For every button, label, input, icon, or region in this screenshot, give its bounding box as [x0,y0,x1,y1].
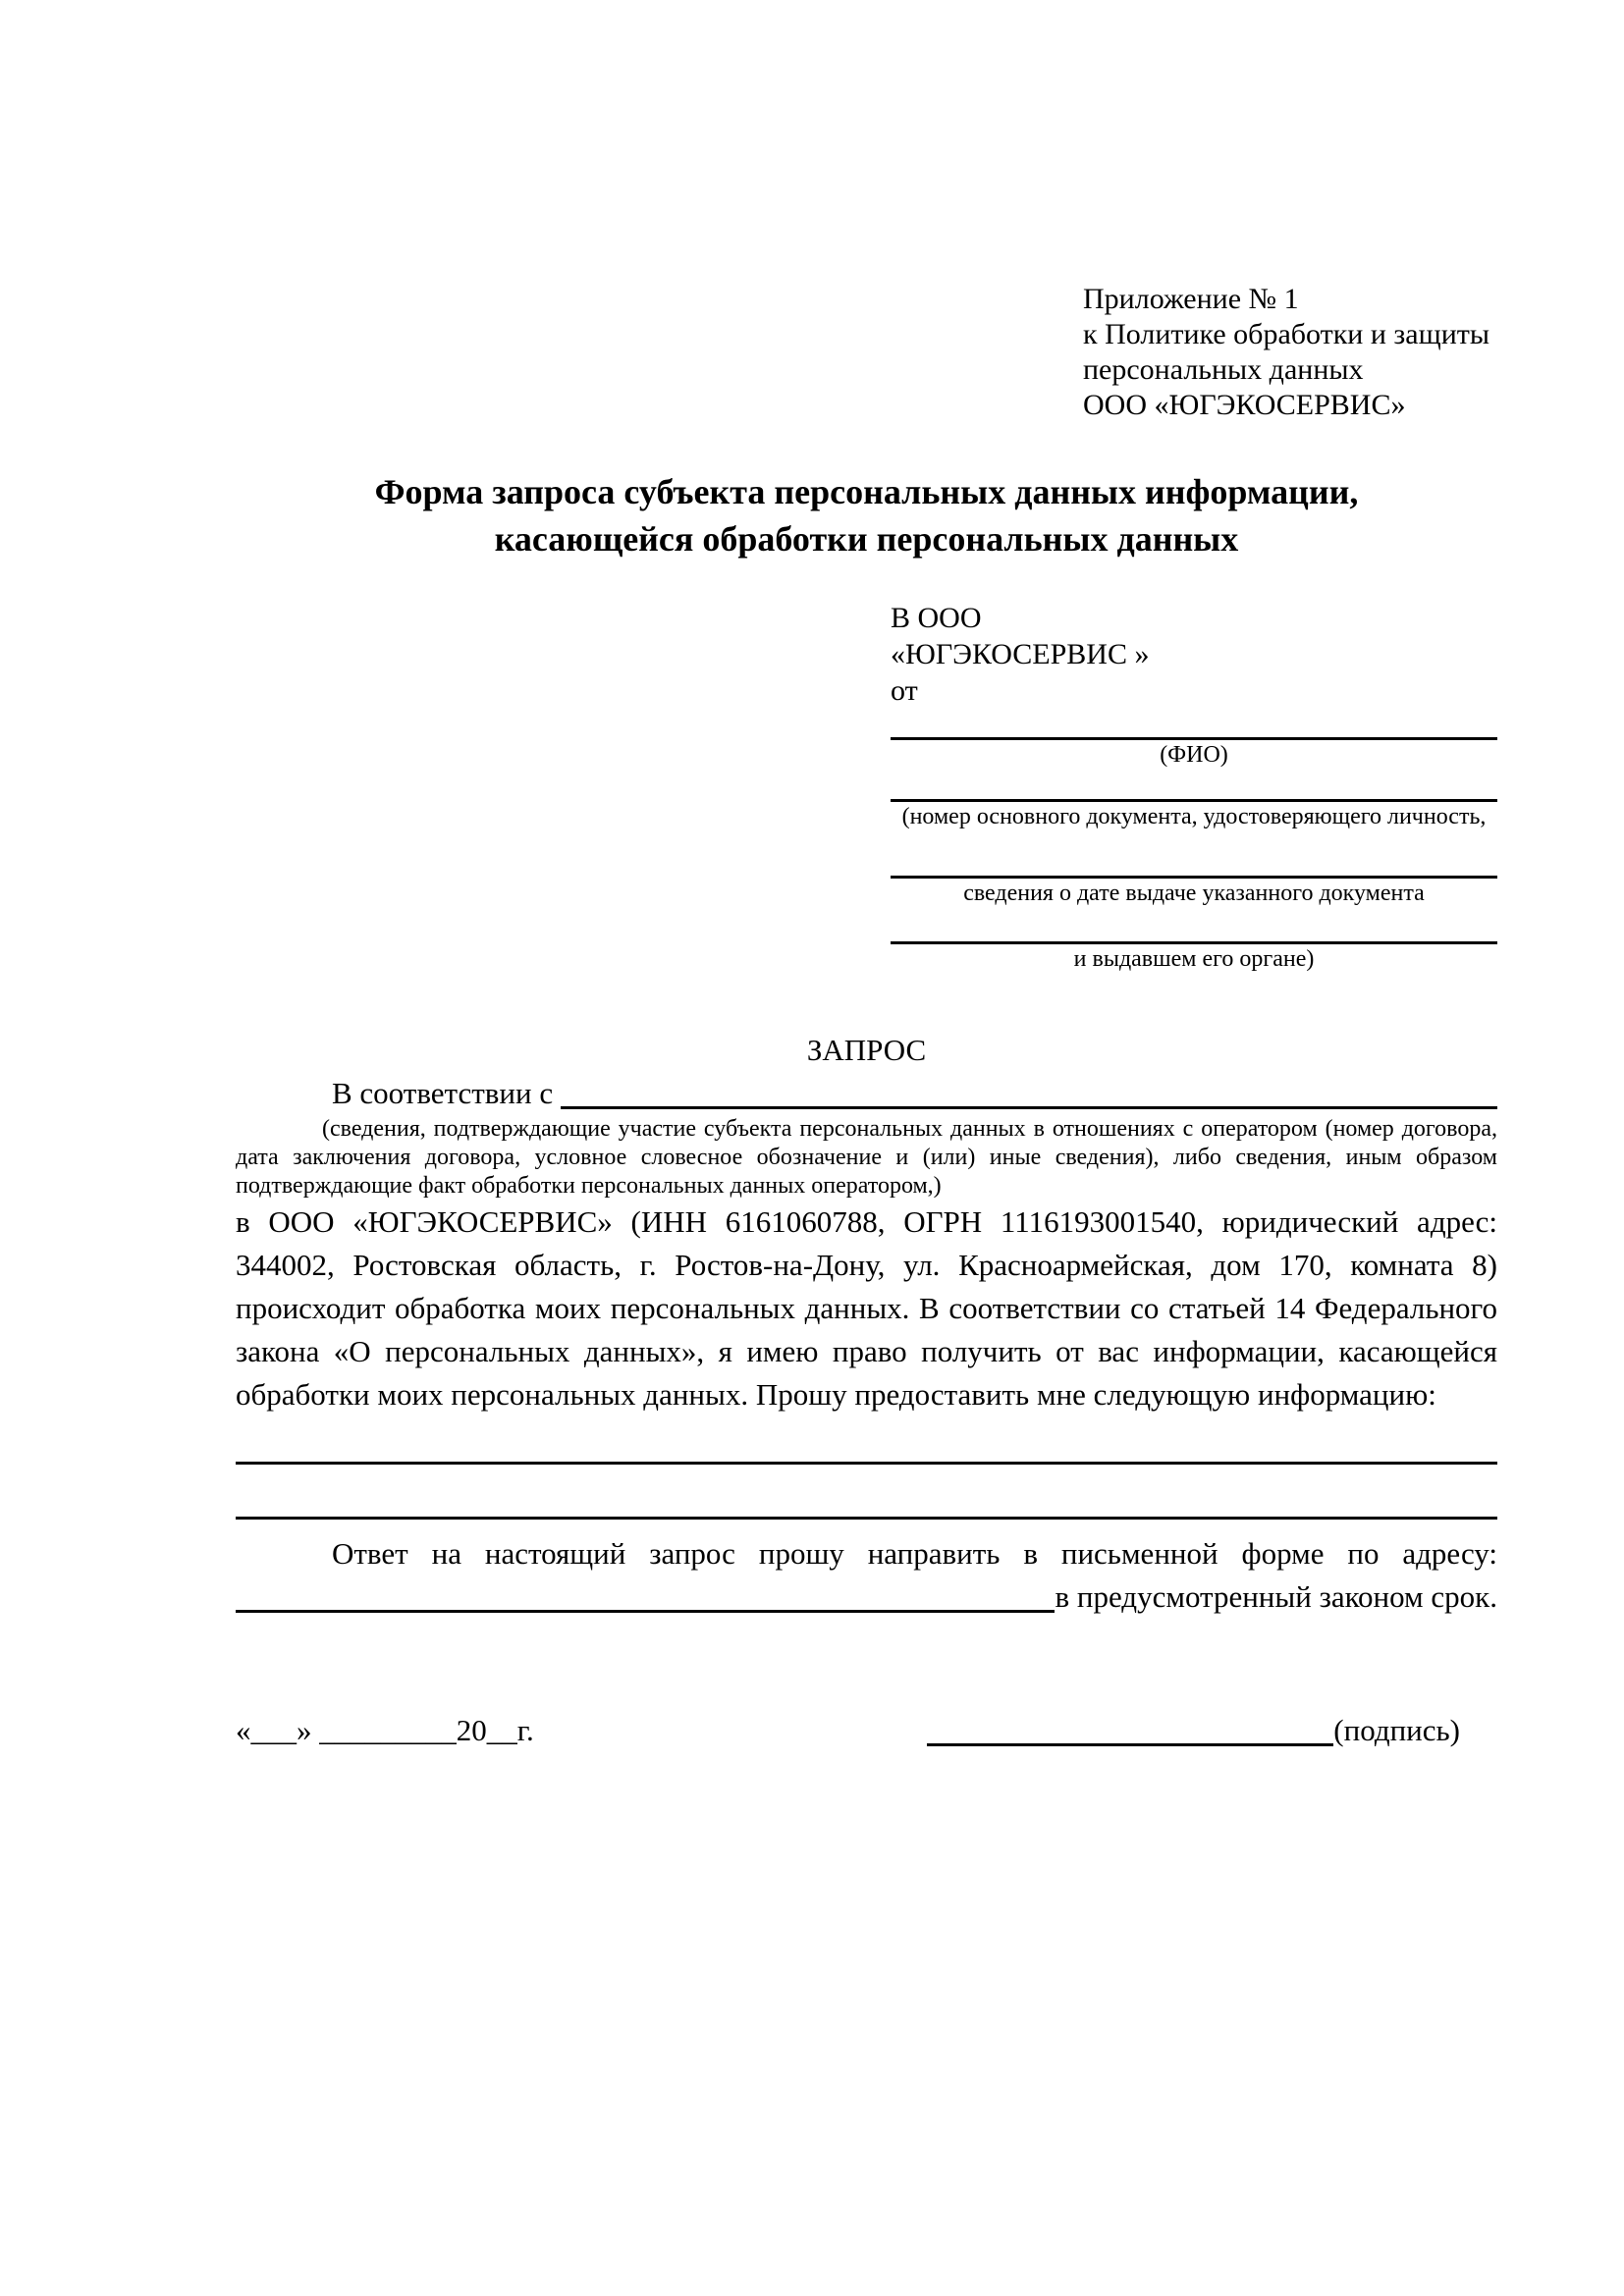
addressee-from-label: от [891,674,918,707]
addressee-to-line1: В ООО [891,602,982,634]
fio-caption: (ФИО) [1160,742,1228,768]
page-title-line2: касающейся обработки персональных данных [494,519,1239,559]
addressee-block [891,600,1497,974]
appendix-header [1083,282,1497,423]
signature-group [927,1709,1460,1752]
document-date-caption: сведения о дате выдаче указанного документа [963,881,1425,906]
answer-tail-text: в предусмотренный законом срок. [1055,1579,1497,1614]
information-blank-line-1[interactable] [236,1462,1497,1465]
basis-explanation: (сведения, подтверждающие участие субъекта персональных данных в отношениях с оператором (номер договора, дата заключения договора, условное словесное обозначение и (или) иные сведения), либо сведения, иным образом подтверждающие факт обработки персональных данных оператором,) [236,1116,1497,1199]
appendix-policy-line: к Политике обработки и защиты [1083,318,1490,350]
appendix-company: ООО «ЮГЭКОСЕРВИС» [1083,389,1406,421]
appendix-policy-line2: персональных данных [1083,353,1364,386]
address-blank-line[interactable] [236,1610,1055,1613]
document-number-caption: (номер основного документа, удостоверяющего личность, [901,804,1487,829]
signature-caption: (подпись) [1333,1713,1460,1747]
date-signature-row [236,1709,1497,1752]
information-blank-line-2[interactable] [236,1517,1497,1520]
issuing-authority-caption: и выдавшем его органе) [1073,946,1315,972]
basis-blank-line[interactable] [561,1106,1497,1109]
addressee-to-line2: «ЮГЭКОСЕРВИС » [891,638,1150,670]
basis-row [236,1072,1497,1115]
request-body: в ООО «ЮГЭКОСЕРВИС» (ИНН 6161060788, ОГРН 1116193001540, юридический адрес: 344002, Ростовская область, г. Ростов-на-Дону, ул. Красноармейская, дом 170, комната 8) происходит обработка моих персональных данных. В соответствии со статьей 14 Федерального закона «О персональных данных», я имею право получить от вас информации, касающейся обработки моих персональных данных. Прошу предоставить мне следующую информацию: [236,1204,1497,1412]
signature-blank-line[interactable] [927,1743,1333,1746]
request-heading: ЗАПРОС [806,1033,927,1067]
page-title-line1: Форма запроса субъекта персональных данных информации, [374,472,1359,511]
basis-label: В соответствии с [332,1076,554,1110]
page-title [236,468,1497,562]
date-blank-line[interactable]: «___» _________20__г. [236,1713,534,1747]
answer-address-row [236,1575,1497,1619]
appendix-number: Приложение № 1 [1083,283,1299,315]
answer-request-line: Ответ на настоящий запрос прошу направить в письменной форме по адресу: [332,1536,1497,1571]
